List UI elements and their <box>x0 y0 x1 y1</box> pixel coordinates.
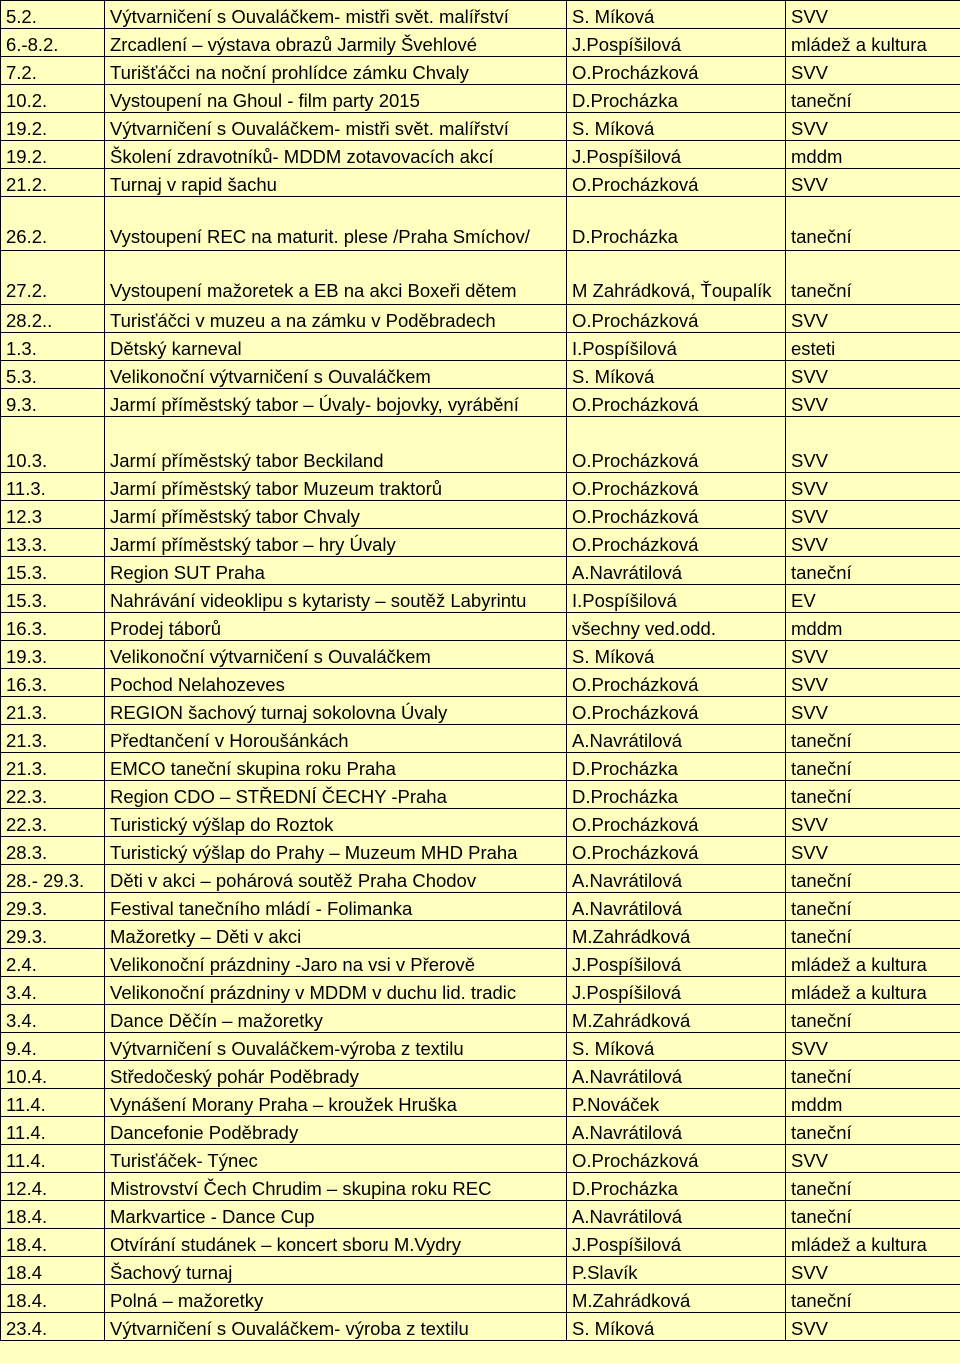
date-cell: 22.3. <box>1 781 105 809</box>
table-row <box>1 781 960 809</box>
department-cell: SVV <box>786 473 960 501</box>
department-cell: taneční <box>786 557 960 585</box>
department-cell: SVV <box>786 361 960 389</box>
department-cell: SVV <box>786 501 960 529</box>
person-cell: O.Procházková <box>567 669 786 697</box>
table-row <box>1 753 960 781</box>
event-cell: Středočeský pohár Poděbrady <box>105 1061 567 1089</box>
department-cell: taneční <box>786 1173 960 1201</box>
person-cell: O.Procházková <box>567 169 786 197</box>
event-cell: Předtančení v Horoušánkách <box>105 725 567 753</box>
date-cell: 7.2. <box>1 57 105 85</box>
person-cell: O.Procházková <box>567 389 786 417</box>
person-cell: D.Procházka <box>567 197 786 251</box>
date-cell: 21.3. <box>1 725 105 753</box>
table-row <box>1 977 960 1005</box>
table-row <box>1 141 960 169</box>
department-cell: taneční <box>786 753 960 781</box>
event-cell: Vynášení Morany Praha – kroužek Hruška <box>105 1089 567 1117</box>
date-cell: 26.2. <box>1 197 105 251</box>
date-cell: 11.4. <box>1 1145 105 1173</box>
event-cell: Velikonoční prázdniny -Jaro na vsi v Přerově <box>105 949 567 977</box>
person-cell: O.Procházková <box>567 809 786 837</box>
person-cell: D.Procházka <box>567 781 786 809</box>
department-cell: taneční <box>786 865 960 893</box>
table-row <box>1 557 960 585</box>
department-cell: SVV <box>786 57 960 85</box>
person-cell: O.Procházková <box>567 837 786 865</box>
event-cell: Vystoupení REC na maturit. plese /Praha Smíchov/ <box>105 197 567 251</box>
department-cell: SVV <box>786 1033 960 1061</box>
event-cell: Turnaj v rapid šachu <box>105 169 567 197</box>
table-row <box>1 1005 960 1033</box>
date-cell: 11.4. <box>1 1117 105 1145</box>
event-cell: Jarmí příměstský tabor Muzeum traktorů <box>105 473 567 501</box>
department-cell: SVV <box>786 837 960 865</box>
department-cell: esteti <box>786 333 960 361</box>
table-row <box>1 837 960 865</box>
date-cell: 13.3. <box>1 529 105 557</box>
person-cell: I.Pospíšilová <box>567 585 786 613</box>
department-cell: mládež a kultura <box>786 977 960 1005</box>
table-row <box>1 949 960 977</box>
event-cell: Výtvarničení s Ouvaláčkem- mistři svět. malířství <box>105 1 567 29</box>
table-row <box>1 1061 960 1089</box>
date-cell: 16.3. <box>1 613 105 641</box>
date-cell: 22.3. <box>1 809 105 837</box>
event-cell: Turisťáček- Týnec <box>105 1145 567 1173</box>
department-cell: SVV <box>786 809 960 837</box>
date-cell: 29.3. <box>1 893 105 921</box>
department-cell: SVV <box>786 1257 960 1285</box>
table-row <box>1 1033 960 1061</box>
date-cell: 3.4. <box>1 977 105 1005</box>
date-cell: 18.4. <box>1 1201 105 1229</box>
person-cell: P.Nováček <box>567 1089 786 1117</box>
person-cell: J.Pospíšilová <box>567 29 786 57</box>
event-cell: Jarmí příměstský tabor Beckiland <box>105 417 567 473</box>
person-cell: M.Zahrádková <box>567 921 786 949</box>
person-cell: M.Zahrádková <box>567 1285 786 1313</box>
department-cell: SVV <box>786 1 960 29</box>
person-cell: S. Míková <box>567 1 786 29</box>
department-cell: mládež a kultura <box>786 29 960 57</box>
date-cell: 10.2. <box>1 85 105 113</box>
event-cell: Festival tanečního mládí - Folimanka <box>105 893 567 921</box>
event-cell: Velikonoční výtvarničení s Ouvaláčkem <box>105 641 567 669</box>
date-cell: 10.4. <box>1 1061 105 1089</box>
event-cell: Výtvarničení s Ouvaláčkem- výroba z textilu <box>105 1313 567 1341</box>
event-cell: Velikonoční prázdniny v MDDM v duchu lid. tradic <box>105 977 567 1005</box>
date-cell: 2.4. <box>1 949 105 977</box>
date-cell: 9.3. <box>1 389 105 417</box>
department-cell: taneční <box>786 1005 960 1033</box>
department-cell: SVV <box>786 641 960 669</box>
person-cell: S. Míková <box>567 361 786 389</box>
date-cell: 28.2.. <box>1 305 105 333</box>
department-cell: mládež a kultura <box>786 1229 960 1257</box>
event-cell: Mistrovství Čech Chrudim – skupina roku REC <box>105 1173 567 1201</box>
date-cell: 16.3. <box>1 669 105 697</box>
event-cell: Jarmí příměstský tabor – Úvaly- bojovky, vyrábění <box>105 389 567 417</box>
event-cell: Turisťáčci v muzeu a na zámku v Poděbradech <box>105 305 567 333</box>
table-row <box>1 921 960 949</box>
event-cell: Turistický výšlap do Roztok <box>105 809 567 837</box>
person-cell: O.Procházková <box>567 697 786 725</box>
event-cell: Děti v akci – pohárová soutěž Praha Chodov <box>105 865 567 893</box>
department-cell: taneční <box>786 1201 960 1229</box>
event-cell: Otvírání studánek – koncert sboru M.Vydry <box>105 1229 567 1257</box>
event-cell: Vystoupení na Ghoul - film party 2015 <box>105 85 567 113</box>
event-cell: REGION šachový turnaj sokolovna Úvaly <box>105 697 567 725</box>
date-cell: 23.4. <box>1 1313 105 1341</box>
event-cell: Dětský karneval <box>105 333 567 361</box>
event-cell: Dance Děčín – mažoretky <box>105 1005 567 1033</box>
person-cell: O.Procházková <box>567 473 786 501</box>
department-cell: SVV <box>786 113 960 141</box>
person-cell: A.Navrátilová <box>567 557 786 585</box>
person-cell: I.Pospíšilová <box>567 333 786 361</box>
person-cell: J.Pospíšilová <box>567 1229 786 1257</box>
table-row <box>1 809 960 837</box>
event-cell: Pochod Nelahozeves <box>105 669 567 697</box>
date-cell: 19.2. <box>1 141 105 169</box>
department-cell: SVV <box>786 1145 960 1173</box>
person-cell: O.Procházková <box>567 305 786 333</box>
person-cell: S. Míková <box>567 641 786 669</box>
table-row <box>1 113 960 141</box>
table-row <box>1 389 960 417</box>
table-row <box>1 1285 960 1313</box>
event-cell: Region CDO – STŘEDNÍ ČECHY -Praha <box>105 781 567 809</box>
date-cell: 28.3. <box>1 837 105 865</box>
date-cell: 21.3. <box>1 753 105 781</box>
table-row <box>1 1313 960 1341</box>
date-cell: 12.3 <box>1 501 105 529</box>
event-cell: Turišťáčci na noční prohlídce zámku Chvaly <box>105 57 567 85</box>
event-cell: Vystoupení mažoretek a EB na akci Boxeři dětem <box>105 251 567 305</box>
date-cell: 11.4. <box>1 1089 105 1117</box>
date-cell: 29.3. <box>1 921 105 949</box>
date-cell: 19.2. <box>1 113 105 141</box>
person-cell: D.Procházka <box>567 85 786 113</box>
event-cell: Výtvarničení s Ouvaláčkem-výroba z textilu <box>105 1033 567 1061</box>
person-cell: O.Procházková <box>567 417 786 473</box>
table-row <box>1 669 960 697</box>
event-cell: Region SUT Praha <box>105 557 567 585</box>
event-cell: Jarmí příměstský tabor – hry Úvaly <box>105 529 567 557</box>
table-row <box>1 1117 960 1145</box>
table-row <box>1 529 960 557</box>
person-cell: O.Procházková <box>567 57 786 85</box>
date-cell: 12.4. <box>1 1173 105 1201</box>
person-cell: D.Procházka <box>567 753 786 781</box>
department-cell: taneční <box>786 85 960 113</box>
department-cell: EV <box>786 585 960 613</box>
table-row <box>1 169 960 197</box>
department-cell: mládež a kultura <box>786 949 960 977</box>
date-cell: 11.3. <box>1 473 105 501</box>
department-cell: SVV <box>786 529 960 557</box>
person-cell: O.Procházková <box>567 501 786 529</box>
table-row <box>1 1173 960 1201</box>
date-cell: 15.3. <box>1 557 105 585</box>
person-cell: P.Slavík <box>567 1257 786 1285</box>
event-cell: Prodej táborů <box>105 613 567 641</box>
table-row <box>1 585 960 613</box>
event-cell: Dancefonie Poděbrady <box>105 1117 567 1145</box>
department-cell: mddm <box>786 613 960 641</box>
date-cell: 6.-8.2. <box>1 29 105 57</box>
date-cell: 5.2. <box>1 1 105 29</box>
table-row <box>1 501 960 529</box>
table-row <box>1 725 960 753</box>
person-cell: A.Navrátilová <box>567 893 786 921</box>
person-cell: O.Procházková <box>567 1145 786 1173</box>
date-cell: 21.2. <box>1 169 105 197</box>
event-cell: Polná – mažoretky <box>105 1285 567 1313</box>
date-cell: 15.3. <box>1 585 105 613</box>
table-row <box>1 893 960 921</box>
event-cell: Velikonoční výtvarničení s Ouvaláčkem <box>105 361 567 389</box>
person-cell: J.Pospíšilová <box>567 141 786 169</box>
event-cell: Jarmí příměstský tabor Chvaly <box>105 501 567 529</box>
table-row <box>1 251 960 305</box>
table-row <box>1 361 960 389</box>
department-cell: taneční <box>786 781 960 809</box>
department-cell: taneční <box>786 1117 960 1145</box>
department-cell: mddm <box>786 141 960 169</box>
event-cell: EMCO taneční skupina roku Praha <box>105 753 567 781</box>
table-row <box>1 333 960 361</box>
table-row <box>1 197 960 251</box>
event-cell: Zrcadlení – výstava obrazů Jarmily Švehlové <box>105 29 567 57</box>
person-cell: S. Míková <box>567 1313 786 1341</box>
table-row <box>1 1089 960 1117</box>
person-cell: J.Pospíšilová <box>567 977 786 1005</box>
person-cell: S. Míková <box>567 113 786 141</box>
department-cell: SVV <box>786 169 960 197</box>
event-cell: Markvartice - Dance Cup <box>105 1201 567 1229</box>
department-cell: SVV <box>786 697 960 725</box>
table-row <box>1 613 960 641</box>
person-cell: M.Zahrádková <box>567 1005 786 1033</box>
date-cell: 5.3. <box>1 361 105 389</box>
date-cell: 18.4. <box>1 1229 105 1257</box>
event-cell: Mažoretky – Děti v akci <box>105 921 567 949</box>
date-cell: 1.3. <box>1 333 105 361</box>
department-cell: SVV <box>786 669 960 697</box>
table-row <box>1 641 960 669</box>
events-table-body <box>1 1 960 1341</box>
table-row <box>1 1201 960 1229</box>
person-cell: všechny ved.odd. <box>567 613 786 641</box>
person-cell: S. Míková <box>567 1033 786 1061</box>
department-cell: mddm <box>786 1089 960 1117</box>
department-cell: SVV <box>786 305 960 333</box>
table-row <box>1 57 960 85</box>
date-cell: 10.3. <box>1 417 105 473</box>
date-cell: 21.3. <box>1 697 105 725</box>
event-cell: Turistický výšlap do Prahy – Muzeum MHD Praha <box>105 837 567 865</box>
department-cell: taneční <box>786 251 960 305</box>
table-row <box>1 865 960 893</box>
department-cell: SVV <box>786 1313 960 1341</box>
person-cell: D.Procházka <box>567 1173 786 1201</box>
date-cell: 19.3. <box>1 641 105 669</box>
table-row <box>1 29 960 57</box>
table-row <box>1 1 960 29</box>
table-row <box>1 1257 960 1285</box>
person-cell: M Zahrádková, Ťoupalík <box>567 251 786 305</box>
person-cell: A.Navrátilová <box>567 865 786 893</box>
table-row <box>1 1145 960 1173</box>
person-cell: A.Navrátilová <box>567 1117 786 1145</box>
date-cell: 27.2. <box>1 251 105 305</box>
table-row <box>1 305 960 333</box>
date-cell: 9.4. <box>1 1033 105 1061</box>
department-cell: SVV <box>786 417 960 473</box>
event-cell: Nahrávání videoklipu s kytaristy – soutěž Labyrintu <box>105 585 567 613</box>
department-cell: taneční <box>786 921 960 949</box>
table-row <box>1 1229 960 1257</box>
department-cell: taneční <box>786 197 960 251</box>
department-cell: taneční <box>786 725 960 753</box>
department-cell: taneční <box>786 893 960 921</box>
person-cell: J.Pospíšilová <box>567 949 786 977</box>
table-row <box>1 417 960 473</box>
event-cell: Výtvarničení s Ouvaláčkem- mistři svět. malířství <box>105 113 567 141</box>
table-row <box>1 85 960 113</box>
person-cell: O.Procházková <box>567 529 786 557</box>
date-cell: 3.4. <box>1 1005 105 1033</box>
department-cell: SVV <box>786 389 960 417</box>
table-row <box>1 697 960 725</box>
table-row <box>1 473 960 501</box>
event-cell: Školení zdravotníků- MDDM zotavovacích akcí <box>105 141 567 169</box>
department-cell: taneční <box>786 1061 960 1089</box>
person-cell: A.Navrátilová <box>567 1061 786 1089</box>
date-cell: 18.4 <box>1 1257 105 1285</box>
event-cell: Šachový turnaj <box>105 1257 567 1285</box>
person-cell: A.Navrátilová <box>567 1201 786 1229</box>
department-cell: taneční <box>786 1285 960 1313</box>
person-cell: A.Navrátilová <box>567 725 786 753</box>
date-cell: 18.4. <box>1 1285 105 1313</box>
date-cell: 28.- 29.3. <box>1 865 105 893</box>
